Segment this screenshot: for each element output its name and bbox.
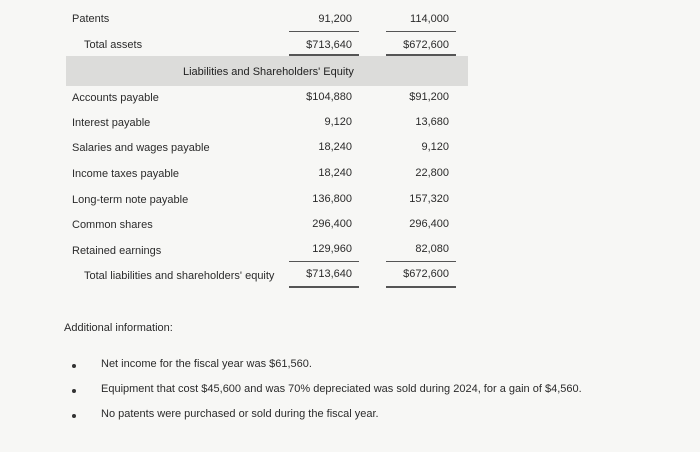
row-col1-retained-earnings: 129,960 — [312, 243, 352, 255]
bullet-icon — [72, 364, 76, 368]
bullet-icon — [72, 414, 76, 418]
row-col1-common-shares: 296,400 — [312, 218, 352, 230]
total-liabilities-col1: $713,640 — [306, 268, 352, 280]
liabilities-section-title: Liabilities and Shareholders' Equity — [183, 66, 354, 78]
subtotal-rule-col1 — [289, 31, 359, 32]
row-col1-accounts-payable: $104,880 — [306, 91, 352, 103]
total-liabilities-label: Total liabilities and shareholders' equity — [84, 270, 275, 282]
row-label-income-taxes-payable: Income taxes payable — [72, 168, 180, 180]
total-assets-label: Total assets — [84, 39, 143, 51]
additional-info-heading: Additional information: — [64, 322, 173, 334]
bullet-icon — [72, 389, 76, 393]
subtotal-rule-col2-liab — [386, 261, 456, 262]
patents-label: Patents — [72, 13, 110, 25]
total-rule-col1-liab — [289, 286, 359, 288]
total-liabilities-col2: $672,600 — [403, 268, 449, 280]
subtotal-rule-col1-liab — [289, 261, 359, 262]
note-net-income: Net income for the fiscal year was $61,560. — [101, 358, 312, 370]
row-col1-salaries-payable: 18,240 — [318, 141, 352, 153]
total-rule-col2-liab — [386, 286, 456, 288]
row-label-retained-earnings: Retained earnings — [72, 245, 162, 257]
row-col2-accounts-payable: $91,200 — [409, 91, 449, 103]
row-label-interest-payable: Interest payable — [72, 117, 151, 129]
row-col2-interest-payable: 13,680 — [415, 116, 449, 128]
row-col2-salaries-payable: 9,120 — [421, 141, 449, 153]
note-patents: No patents were purchased or sold during the fiscal year. — [101, 408, 379, 420]
row-label-salaries-payable: Salaries and wages payable — [72, 142, 210, 154]
row-col1-income-taxes-payable: 18,240 — [318, 167, 352, 179]
row-col2-common-shares: 296,400 — [409, 218, 449, 230]
row-label-long-term-note: Long-term note payable — [72, 194, 189, 206]
total-assets-col2: $672,600 — [403, 39, 449, 51]
subtotal-rule-col2 — [386, 31, 456, 32]
row-col2-long-term-note: 157,320 — [409, 193, 449, 205]
row-label-common-shares: Common shares — [72, 219, 153, 231]
row-label-accounts-payable: Accounts payable — [72, 92, 159, 104]
note-equipment-sale: Equipment that cost $45,600 and was 70% depreciated was sold during 2024, for a gain of $4,560. — [101, 383, 582, 395]
row-col2-retained-earnings: 82,080 — [415, 243, 449, 255]
patents-col1: 91,200 — [318, 13, 352, 25]
patents-col2: 114,000 — [410, 13, 449, 25]
row-col2-income-taxes-payable: 22,800 — [415, 167, 449, 179]
row-col1-long-term-note: 136,800 — [312, 193, 352, 205]
row-col1-interest-payable: 9,120 — [324, 116, 352, 128]
total-assets-col1: $713,640 — [306, 39, 352, 51]
